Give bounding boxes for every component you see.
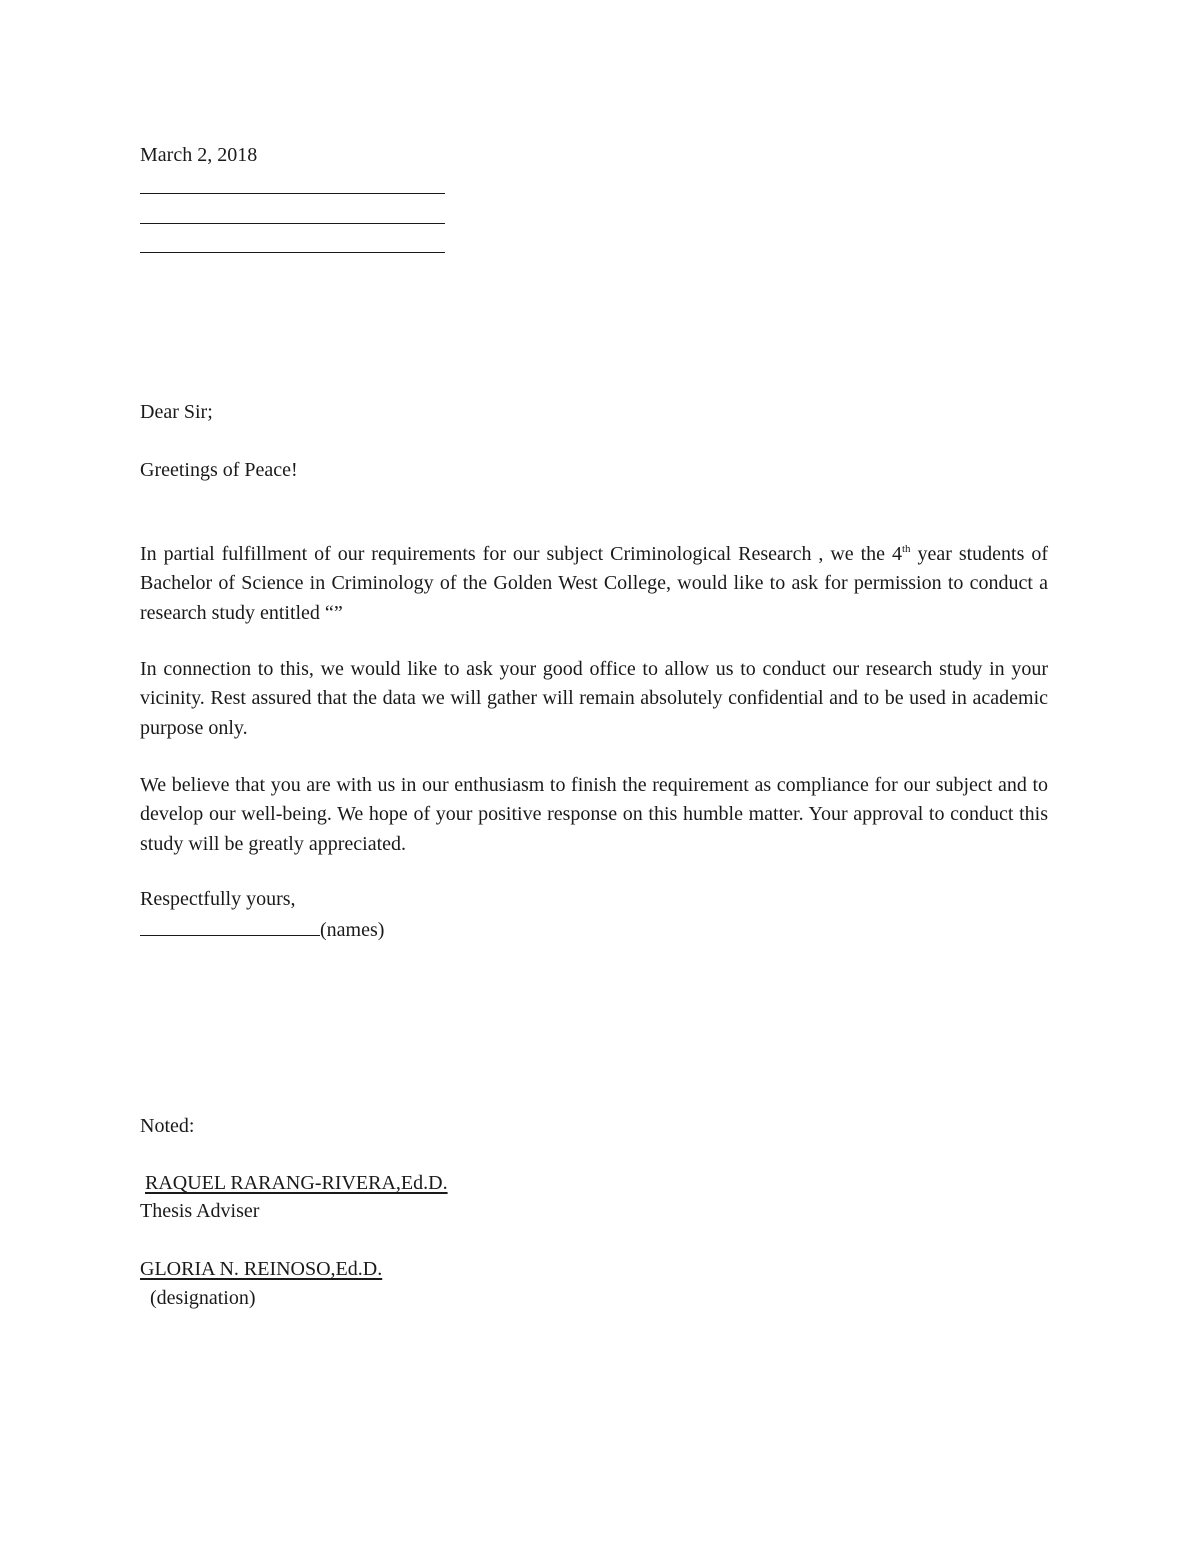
paragraph-belief: We believe that you are with us in our enthusiasm to finish the requirement as compliance for our subject and to develop our well-being. We hope of your positive response on this humble matter. Your approval to conduct this study will be greatly appreciated. xyxy=(140,774,1048,855)
address-line-1 xyxy=(140,193,445,194)
signature-block xyxy=(140,917,384,942)
paragraph-request xyxy=(140,540,1048,628)
address-line-2 xyxy=(140,223,445,224)
closing: Respectfully yours, xyxy=(140,888,296,910)
closing-quote: ” xyxy=(333,601,343,624)
salutation: Dear Sir; xyxy=(140,401,213,423)
signature-blank xyxy=(140,917,320,936)
signatory2-name: GLORIA N. REINOSO,Ed.D. xyxy=(140,1258,383,1280)
signatory2-title: (designation) xyxy=(150,1287,256,1309)
signatory1-name: RAQUEL RARANG-RIVERA,Ed.D. xyxy=(145,1172,448,1194)
paragraph-connection: In connection to this, we would like to ask your good office to allow us to conduct our research study in your vicinity. Rest assured that the data we will gather will remain absolutely confidential and to be used in academic purpose only. xyxy=(140,658,1048,739)
paragraph-request-text-b: year students of Bachelor of Science in Criminology of the Golden West College, would like to ask for permission to conduct a research study entitled “ xyxy=(140,543,1048,624)
names-label: (names) xyxy=(320,919,385,941)
signatory1-title: Thesis Adviser xyxy=(140,1200,260,1222)
paragraph-request-text-a: In partial fulfillment of our requirements for our subject Criminological Research , we the 4 xyxy=(140,543,902,565)
ordinal-suffix: th xyxy=(901,543,911,555)
noted-label: Noted: xyxy=(140,1115,195,1137)
letter-date: March 2, 2018 xyxy=(140,144,258,166)
greeting: Greetings of Peace! xyxy=(140,459,298,481)
address-line-3 xyxy=(140,252,445,253)
